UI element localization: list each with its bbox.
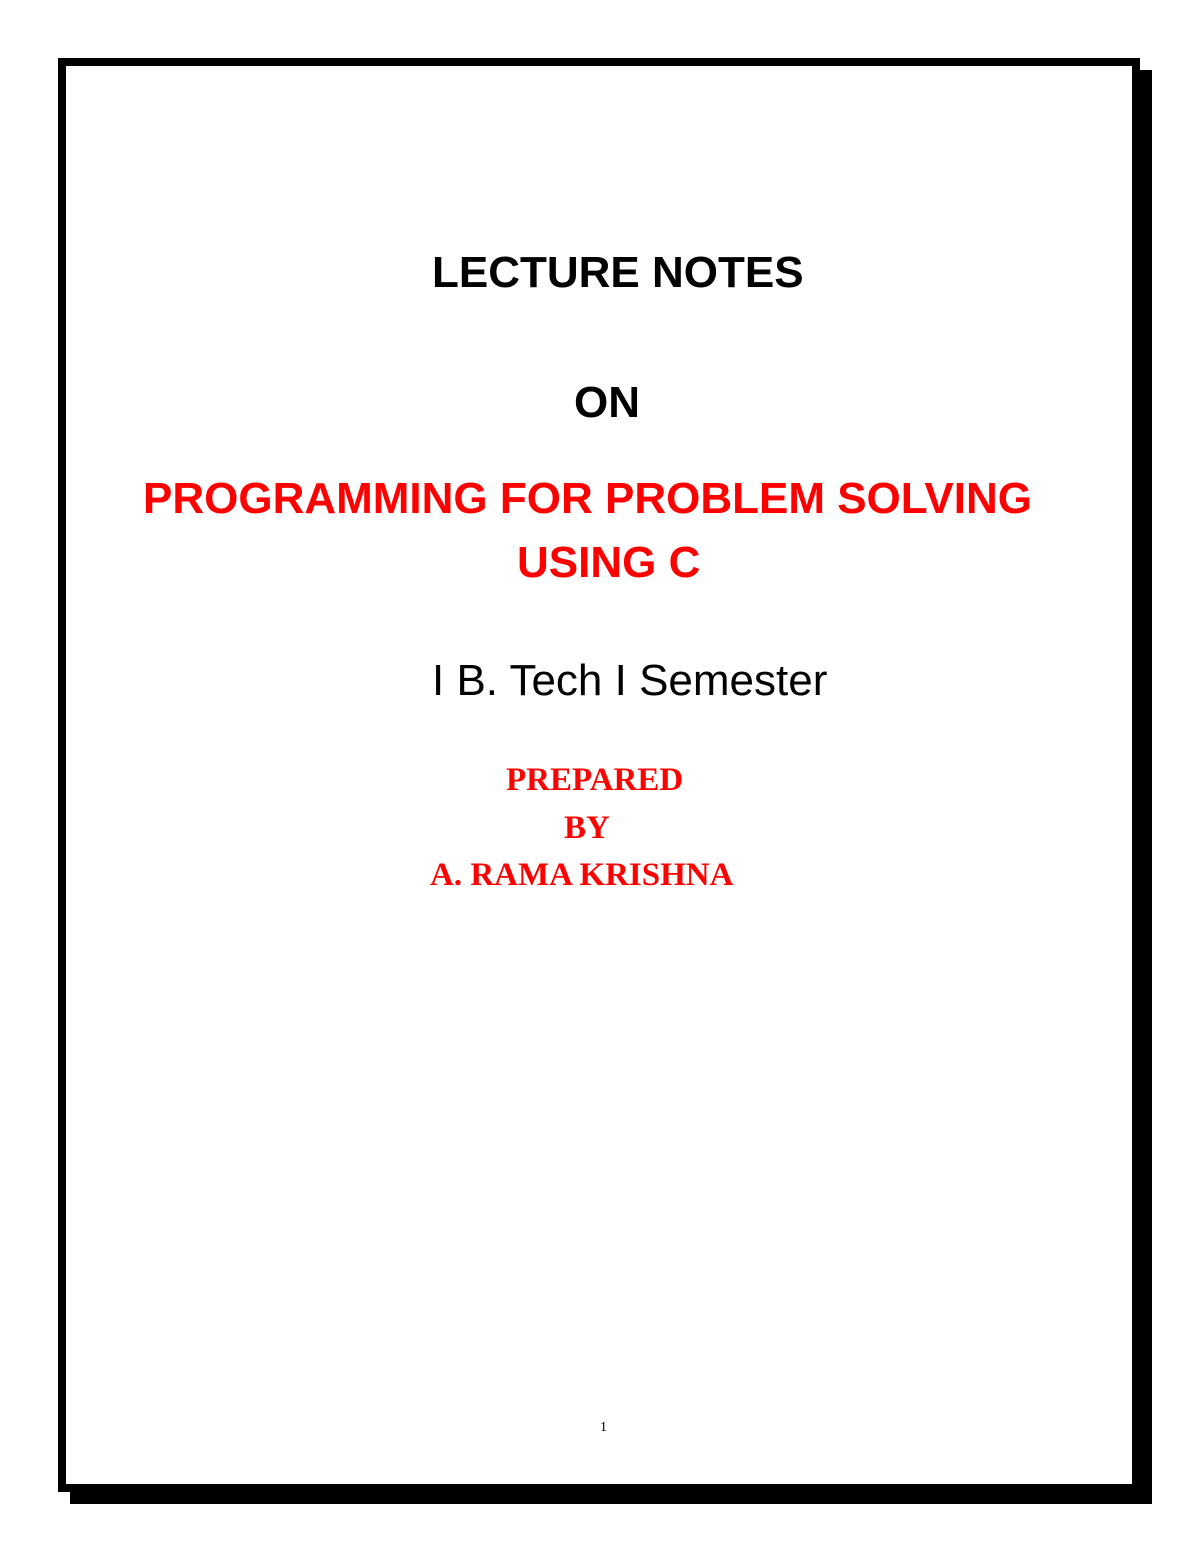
author-name: A. RAMA KRISHNA bbox=[430, 857, 734, 893]
course-title-line1: PROGRAMMING FOR PROBLEM SOLVING bbox=[143, 474, 1032, 523]
prepared-label: PREPARED bbox=[506, 762, 684, 798]
heading-on: ON bbox=[574, 378, 640, 427]
page-number: 1 bbox=[600, 1420, 607, 1435]
course-title-line2: USING C bbox=[517, 538, 701, 587]
by-label: BY bbox=[564, 810, 610, 846]
heading-lecture-notes: LECTURE NOTES bbox=[432, 248, 804, 297]
semester-label: I B. Tech I Semester bbox=[432, 656, 828, 705]
